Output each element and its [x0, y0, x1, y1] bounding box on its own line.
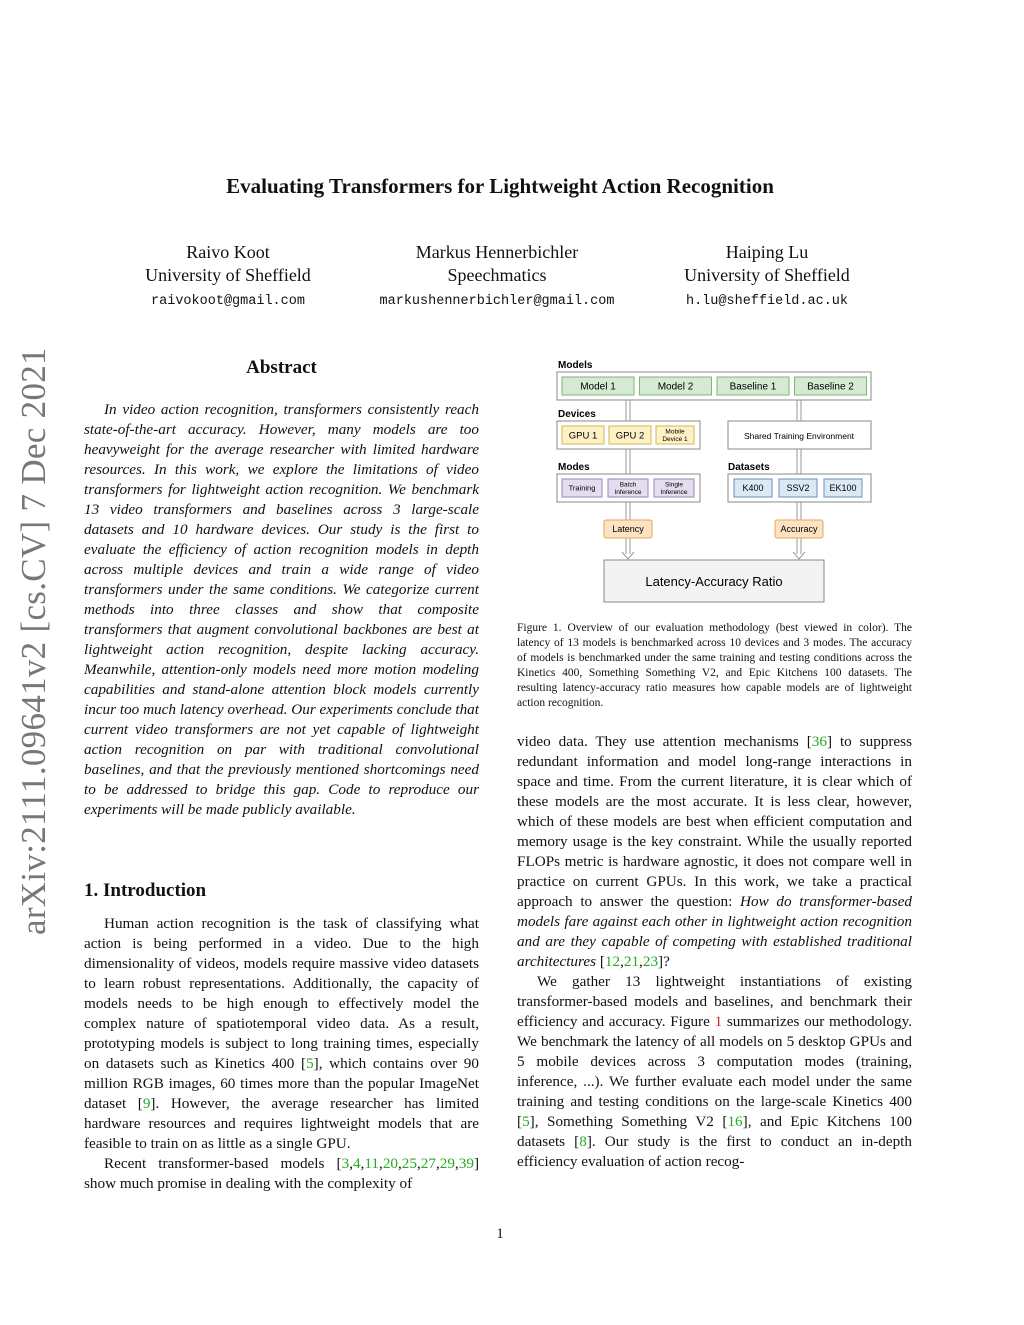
- right-paragraph-2: We gather 13 lightweight instantiations of existing transformer-based models and baselines, and benchmark their efficiency and accuracy. Figure 1 summarizes our methodology. We benchmark the latency of all models on 5 desktop GPUs and 5 mobile devices across 3 computation modes (training, inference, ...). We further evaluate each model under the same training and testing conditions on the large-scale Kinetics 400 [5], Something Something V2 [16], and Epic Kitchens 100 datasets [8]. Our study is the first to conduct an in-depth efficiency evaluation of action recog-: [517, 973, 913, 1170]
- device-label: Mobile: [665, 428, 685, 436]
- mode-label: Inference: [614, 489, 642, 497]
- model-label: Model 1: [580, 381, 616, 393]
- author-name: Raivo Koot: [186, 242, 270, 262]
- abstract-text: In video action recognition, transformers consistently reach state-of-the-art accuracy. However, many models are too heavyweight for the average researcher with limited hardware resources. In this work, we explore the limitations of video transformers for lightweight action recognition. We benchmark 13 video transformers and baselines across 3 large-scale datasets and 10 hardware devices. Our study is the first to evaluate the efficiency of action recognition models in depth across multiple devices and train a wide range of video transformers under the same conditions. We categorize current methods into three classes and show that composite transformers that augment convolutional backbones are best at lightweight action recognition, despite lacking accuracy. Meanwhile, attention-only models need more motion modeling capabilities and stand-alone attention block models currently incur too much latency overhead. Our experiments conclude that current video transformers are not yet capable of lightweight action recognition on par with traditional convolutional baselines, and that the previously mentioned shortcomings need to be addressed to bridge this gap. Code to reproduce our experiments will be made publicly available.: [84, 401, 479, 818]
- citation-link[interactable]: 20: [382, 1155, 398, 1172]
- right-paragraph-1: video data. They use attention mechanisms [36] to suppress redundant information and model long-range interactions in space and time. From the current literature, it is clear which of these models are the most accurate. It is less clear, however, which of these models are best when efficient computation and memory usage is the key constraint. While the usually reported FLOPs metric is hardware agnostic, it does not compare well in practice on current GPUs. In this work, we take a practical approach to answer the question: How do transformer-based models fare against each other in lightweight action recognition and are they capable of competing with established traditional architectures [12,21,23]?: [517, 733, 912, 970]
- paper-title: Evaluating Transformers for Lightweight Action Recognition: [226, 174, 774, 198]
- intro-paragraph-1: Human action recognition is the task of classifying what action is being performed in a video. Due to the high dimensionality of videos, models require massive video datasets to learn robust representations. Additionally, the capacity of models needs to be high enough to effectively model the complex nature of spatiotemporal video data. As a result, prototyping models is subject to long training times, especially on datasets such as Kinetics 400 [5], which contains over 90 million RGB images, 60 times more than the popular ImageNet dataset [9]. However, the average researcher has limited hardware resources and requires lightweight models that are feasible to train on as little as a single GPU.: [84, 915, 479, 1152]
- model-label: Baseline 1: [729, 381, 777, 393]
- accuracy-label: Accuracy: [780, 524, 818, 534]
- datasets-section-label: Datasets: [728, 462, 770, 473]
- citation-link[interactable]: 16: [727, 1113, 743, 1130]
- citation-link[interactable]: 4: [353, 1155, 361, 1172]
- introduction-heading: 1. Introduction: [84, 880, 207, 901]
- author-name: Markus Hennerbichler: [415, 242, 579, 262]
- introduction-body: [84, 914, 479, 1194]
- citation-link[interactable]: 36: [811, 733, 827, 750]
- model-label: Model 2: [657, 381, 694, 393]
- arrow-head: [622, 552, 634, 559]
- citation-link[interactable]: 29: [439, 1155, 455, 1172]
- mode-label: Single: [664, 481, 684, 489]
- citation-link[interactable]: 11: [364, 1155, 380, 1172]
- methodology-diagram: [552, 355, 882, 610]
- device-box-group: [562, 426, 694, 444]
- author-name: Haiping Lu: [725, 242, 809, 262]
- mode-label: Inference: [660, 489, 688, 497]
- device-label: Device 1: [662, 436, 688, 444]
- author-affiliation: Speechmatics: [447, 265, 547, 285]
- models-section-label: Models: [558, 360, 593, 371]
- citation-link[interactable]: 25: [401, 1155, 417, 1172]
- mode-box-group: [562, 479, 694, 497]
- dataset-label: EK100: [829, 483, 857, 494]
- citation-link[interactable]: 8: [579, 1133, 587, 1150]
- author-email: markushennerbichler@gmail.com: [379, 294, 615, 309]
- dataset-label: SSV2: [786, 483, 810, 494]
- author-affiliation: University of Sheffield: [684, 265, 850, 285]
- citation-link[interactable]: 9: [142, 1095, 151, 1112]
- author-1: [98, 241, 358, 313]
- device-label: GPU 1: [568, 430, 598, 442]
- arxiv-identifier: arXiv:2111.09641v2 [cs.CV] 7 Dec 2021: [14, 347, 53, 935]
- citation-link[interactable]: 12: [604, 953, 621, 970]
- intro-paragraph-2: Recent transformer-based models [3,4,11,20,25,27,29,39] show much promise in dealing with the complexity of: [84, 1155, 479, 1192]
- citation-link[interactable]: 3: [341, 1155, 350, 1172]
- author-email: raivokoot@gmail.com: [151, 294, 305, 309]
- devices-section-label: Devices: [558, 409, 596, 420]
- author-affiliation: University of Sheffield: [145, 265, 311, 285]
- research-question: How do transformer-based models fare against each other in lightweight action recognition and are they capable of competing with established traditional architectures: [517, 893, 912, 970]
- figure-link[interactable]: 1: [714, 1013, 723, 1030]
- latency-label: Latency: [612, 524, 644, 534]
- page-number: 1: [496, 1226, 504, 1242]
- mode-label: Training: [568, 483, 596, 493]
- model-label: Baseline 2: [807, 381, 854, 393]
- dataset-label: K400: [742, 483, 764, 494]
- shared-env-label: Shared Training Environment: [743, 431, 855, 441]
- figure-caption: Figure 1. Overview of our evaluation methodology (best viewed in color). The latency of 13 models is benchmarked across 10 devices and 3 modes. The accuracy of models is benchmarked under the same training and testing conditions across the Kinetics 400, Something Something V2, and Epic Kitchens 100 datasets. The resulting latency-accuracy ratio measures how capable models are of lightweight action recognition.: [517, 622, 912, 709]
- citation-list: 3,4,11,20,25,27,29,39: [341, 1155, 474, 1172]
- citation-list: 12,21,23: [604, 953, 659, 970]
- author-2: [357, 241, 637, 313]
- citation-link[interactable]: 5: [306, 1055, 314, 1072]
- citation-link[interactable]: 21: [623, 953, 640, 970]
- citation-link[interactable]: 27: [420, 1155, 436, 1172]
- ratio-label: Latency-Accuracy Ratio: [645, 574, 783, 589]
- author-email: h.lu@sheffield.ac.uk: [685, 294, 849, 309]
- right-column-body: [517, 732, 912, 1172]
- citation-link[interactable]: 23: [642, 953, 659, 970]
- arrow-head: [793, 552, 805, 559]
- modes-section-label: Modes: [558, 462, 590, 473]
- dataset-box-group: [734, 479, 862, 497]
- abstract-heading: Abstract: [246, 357, 317, 378]
- citation-link[interactable]: 39: [458, 1155, 474, 1172]
- mode-label: Batch: [619, 481, 637, 489]
- device-label: GPU 2: [615, 430, 645, 442]
- model-box-group: [562, 377, 867, 395]
- author-3: [637, 241, 897, 313]
- citation-link[interactable]: 5: [522, 1113, 530, 1130]
